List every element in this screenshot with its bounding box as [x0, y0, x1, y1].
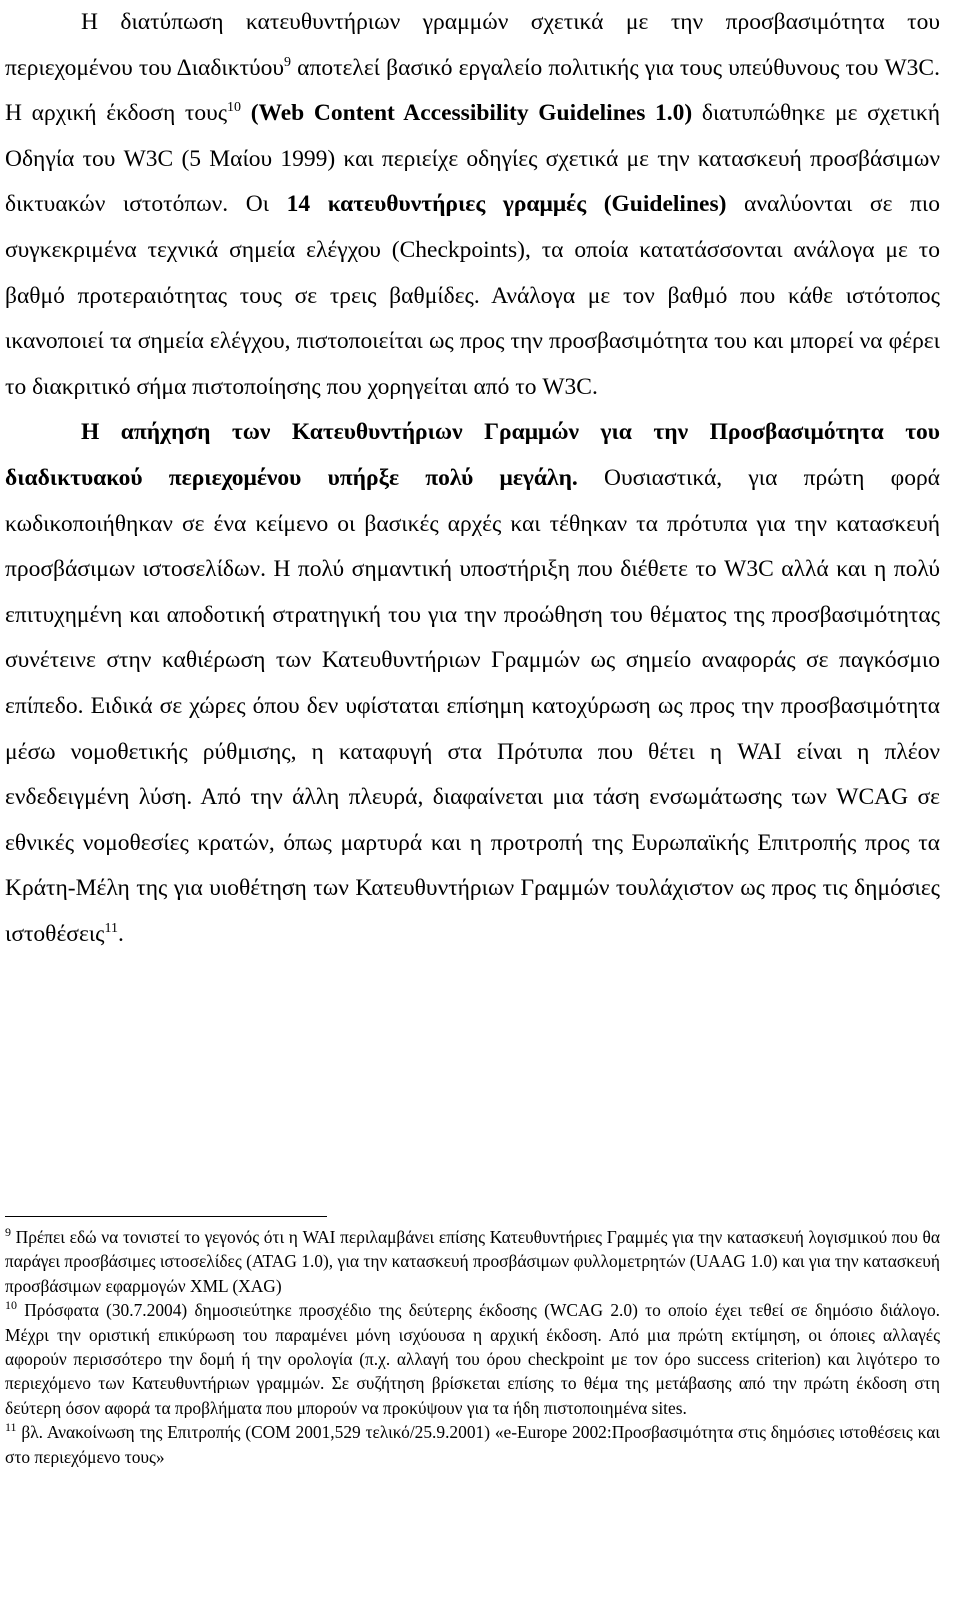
document-page [5, 0, 940, 957]
p1-text-b: αποτελεί βασικό εργαλείο πολιτικής για τους υπεύθυνους του W3C. Η αρχική έκδοση τους [5, 54, 940, 127]
footnote-10-text: Πρόσφατα (30.7.2004) δημοσιεύτηκε προσχέδιο της δεύτερης έκδοσης (WCAG 2.0) το οποίο έχει τεθεί σε δημόσιο διάλογο. Μέχρι την οριστική επικύρωση του παραμένει μόνη ισχύουσα η αρχική έκδοση. Από μια πρώτη εκτίμηση, οι όποιες αλλαγές αφορούν περισσότερο την δομή ή την ορολογία (π.χ. αλλαγή του όρου checkpoint με τον όρο success criterion) και λιγότερο το περιεχόμενο των Κατευθυντήριων γραμμών. Σε συζήτηση βρίσκεται επίσης το θέμα της μετάβασης από την πρώτη έκδοση στη δεύτερη όσον αφορά τα προβλήματα που μπορούν να προκύψουν για τα ήδη πιστοποιημένα sites. [5, 1300, 940, 1418]
p1-text-f: αναλύονται σε πιο συγκεκριμένα τεχνικά σημεία ελέγχου (Checkpoints), τα οποία κατατάσσονται ανάλογα με το βαθμό προτεραιότητας τους σε τρεις βαθμίδες. Ανάλογα με τον βαθμό που κάθε ιστότοπος ικανοποιεί τα σημεία ελέγχου, πιστοποιείται ως προς την προσβασιμότητα του και μπορεί να φέρει το διακριτικό σήμα πιστοποίησης που χορηγείται από το W3C. [5, 191, 940, 400]
footnote-9 [5, 1225, 940, 1298]
p1-guidelines-bold: 14 κατευθυντήριες γραμμές (Guidelines) [286, 191, 727, 218]
footnote-11 [5, 1420, 940, 1469]
footnote-11-number: 11 [5, 1420, 17, 1435]
paragraph-1 [5, 0, 940, 410]
footnote-10 [5, 1298, 940, 1420]
footnote-9-number: 9 [5, 1225, 11, 1239]
footnote-ref-10[interactable]: 10 [227, 100, 242, 116]
paragraph-2 [5, 410, 940, 957]
p1-wcag-title: (Web Content Accessibility Guidelines 1.0) [241, 100, 693, 127]
p2-text-b: Ουσιαστικά, για πρώτη φορά κωδικοποιήθηκαν σε ένα κείμενο οι βασικές αρχές και τέθηκαν τα πρότυπα για την κατασκευή προσβάσιμων ιστοσελίδων. Η πολύ σημαντική υποστήριξη που διέθετε το W3C αλλά και η πολύ επιτυχημένη και αποδοτική στρατηγική του για την προώθηση του θέματος της προσβασιμότητας συνέτεινε στην καθιέρωση των Κατευθυντήριων Γραμμών ως σημείο αναφοράς σε παγκόσμιο επίπεδο. Ειδικά σε χώρες όπου δεν υφίσταται επίσημη κατοχύρωση ως προς την προσβασιμότητα μέσω νομοθετικής ρύθμισης, η καταφυγή στα Πρότυπα που θέτει η WAI είναι η πλέον ενδεδειγμένη λύση. Από την άλλη πλευρά, διαφαίνεται μια τάση ενσωμάτωσης των WCAG σε εθνικές νομοθεσίες κρατών, όπως μαρτυρά και η προτροπή της Ευρωπαϊκής Επιτροπής προς τα Κράτη-Μέλη της για υιοθέτηση των Κατευθυντήριων Γραμμών τουλάχιστον ως προς τις δημόσιες ιστοθέσεις [5, 464, 940, 947]
footnote-9-text: Πρέπει εδώ να τονιστεί το γεγονός ότι η WAI περιλαμβάνει επίσης Κατευθυντήριες Γραμμές για την κατασκευή λογισμικού που θα παράγει προσβάσιμες ιστοσελίδες (ATAG 1.0), για την κατασκευή προσβάσιμων φυλλομετρητών (UAAG 1.0) και για την κατασκευή προσβάσιμων εφαρμογών XML (XAG) [5, 1227, 940, 1296]
footnote-10-number: 10 [5, 1298, 17, 1313]
footnote-ref-11[interactable]: 11 [104, 920, 118, 936]
p2-lead-bold: Η απήχηση των Κατευθυντήριων Γραμμών για την Προσβασιμότητα του διαδικτυακού περιεχομένου υπήρξε πολύ μεγάλη. [5, 419, 940, 491]
footnote-11-text: βλ. Ανακοίνωση της Επιτροπής (COM 2001,529 τελικό/25.9.2001) «e-Europe 2002:Προσβασιμότητα στις δημόσιες ιστοθέσεις και στο περιεχόμενο τους» [5, 1422, 940, 1467]
footnote-ref-9[interactable]: 9 [284, 54, 292, 70]
p1-text-a: Η διατύπωση κατευθυντήριων γραμμών σχετικά με την προσβασιμότητα του περιεχομένου του Διαδικτύου [5, 9, 940, 81]
footnote-separator [5, 1216, 327, 1217]
p2-text-c: . [117, 920, 124, 947]
footnotes-section [5, 1216, 940, 1469]
p1-text-d: διατυπώθηκε με σχετική Οδηγία του W3C (5 Μαίου 1999) και περιείχε οδηγίες σχετικά με την κατασκευή προσβάσιμων δικτυακών ιστοτόπων. Οι [5, 100, 940, 218]
